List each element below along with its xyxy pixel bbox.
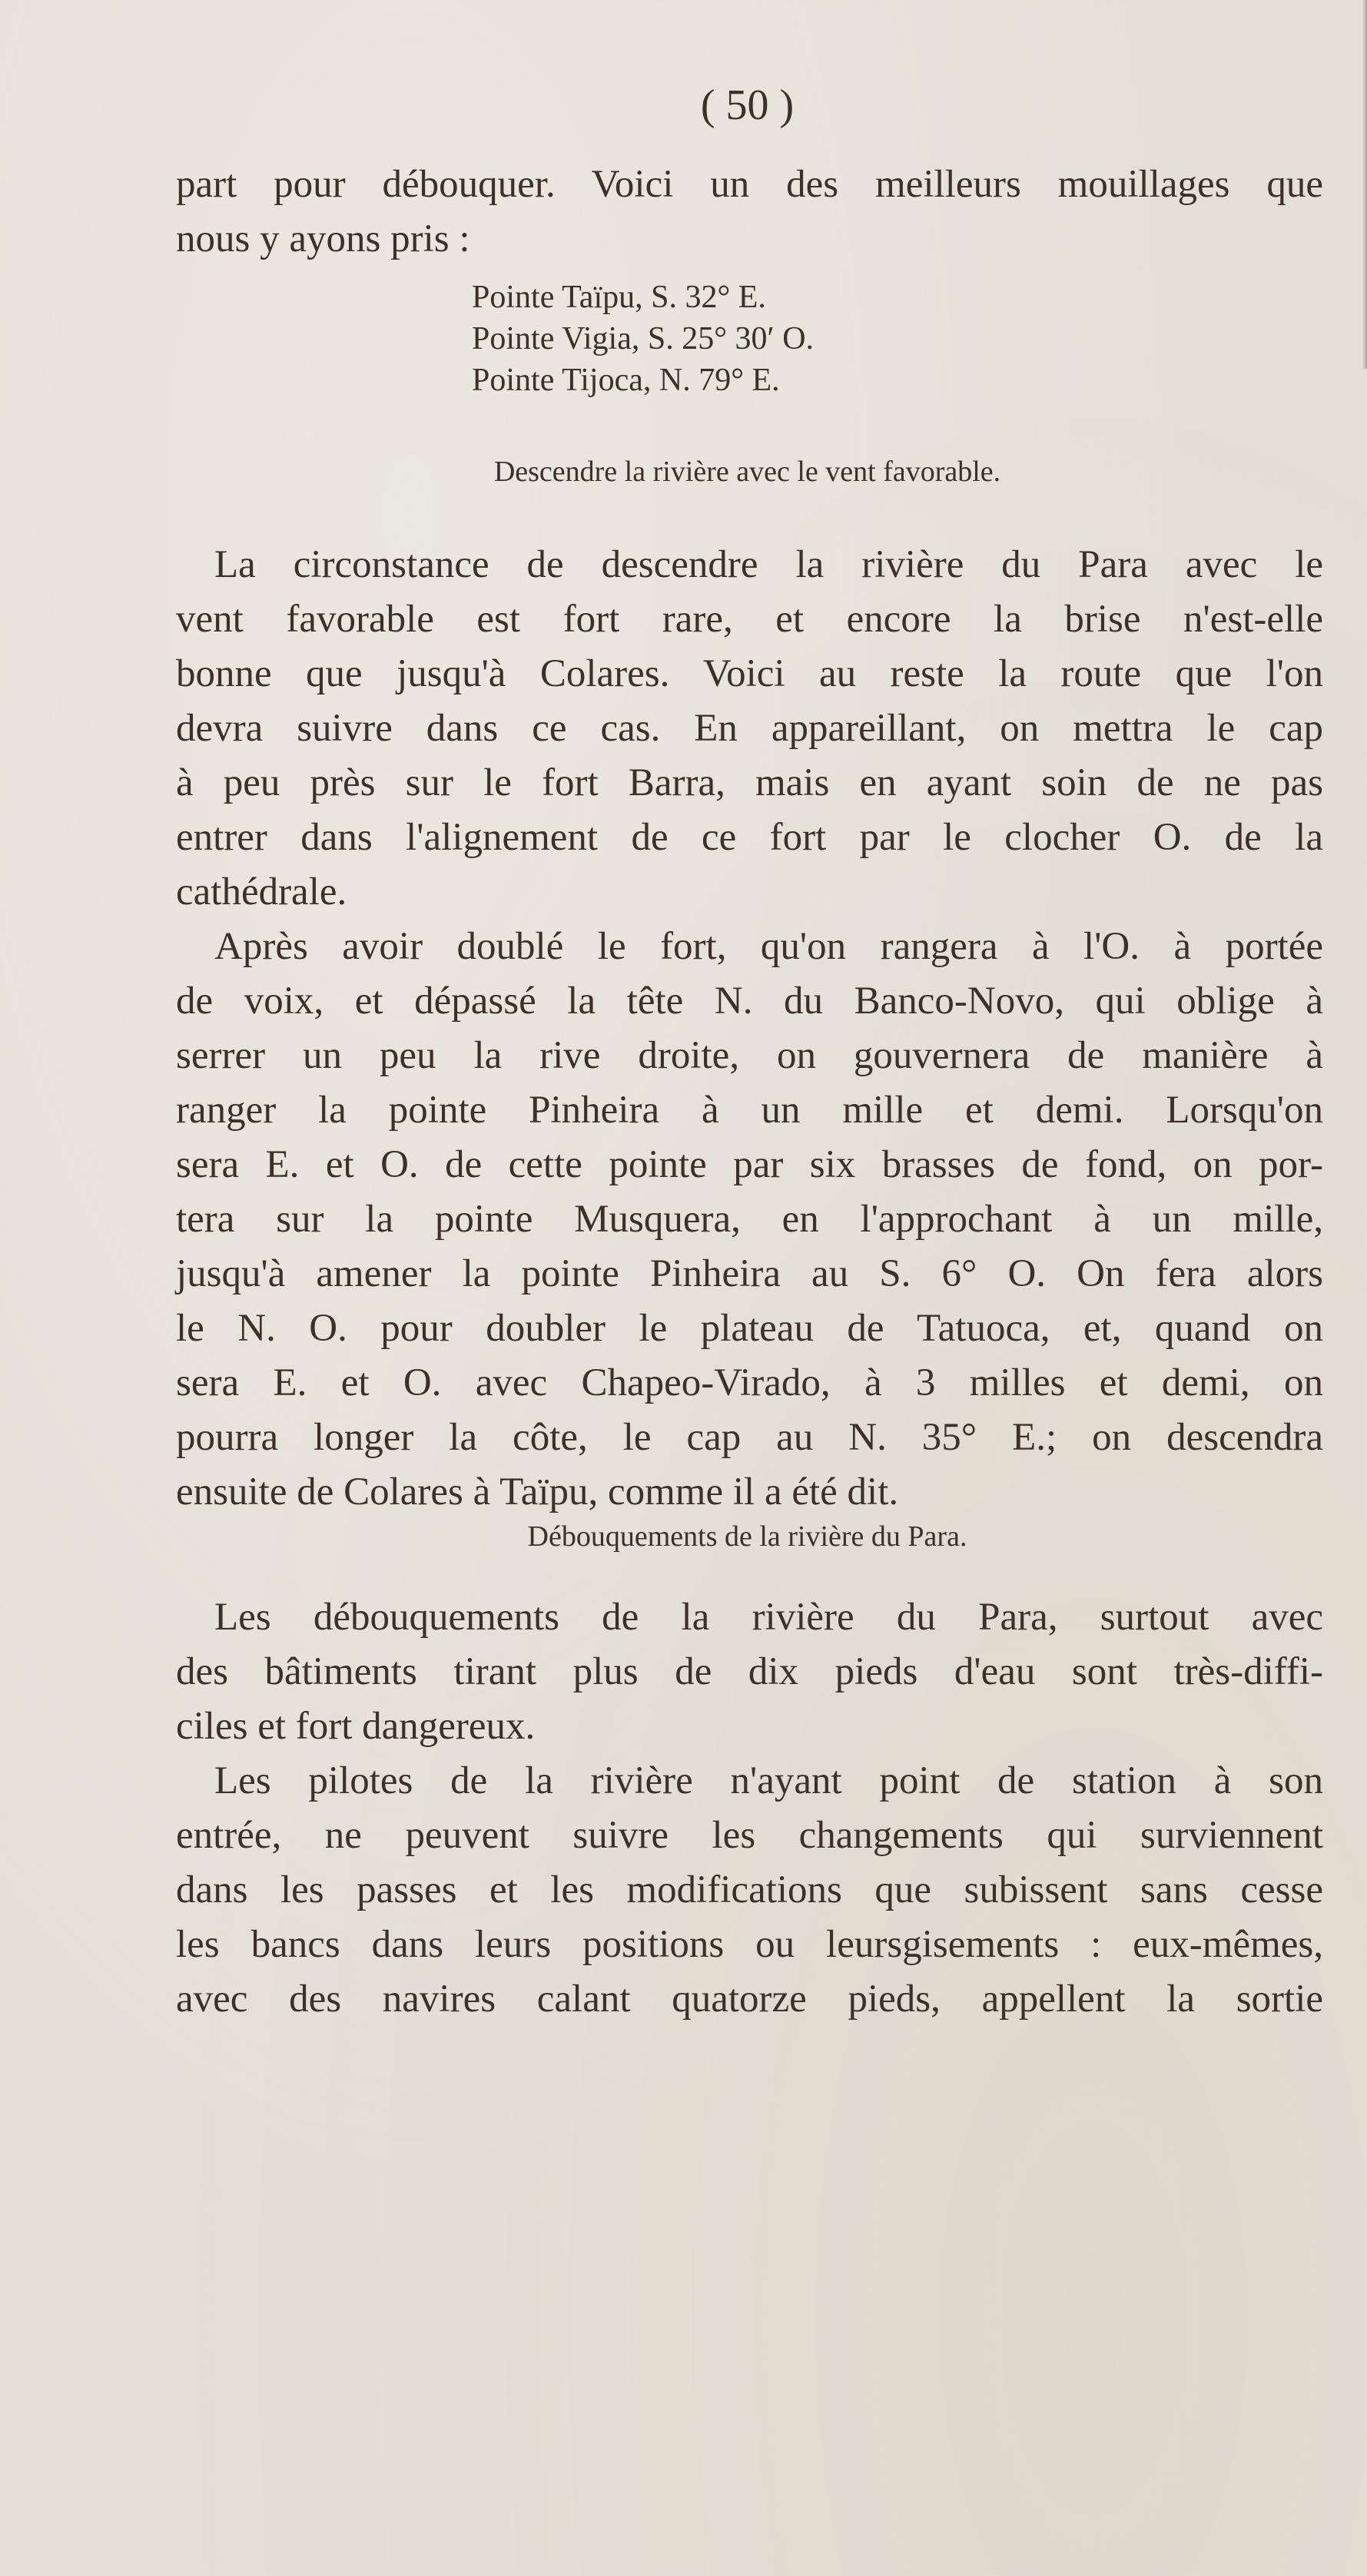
bearing-item: Pointe Vigia, S. 25° 30′ O.	[472, 321, 815, 356]
intro-text	[176, 157, 1323, 267]
text-line: ranger la pointe Pinheira à un mille et demi. Lorsqu'on	[176, 1089, 1323, 1132]
bearings-list	[472, 277, 814, 401]
paragraph	[176, 1590, 1323, 1754]
text-line: de voix, et dépassé la tête N. du Banco-Novo, qui oblige à	[176, 980, 1323, 1023]
text-line: cathédrale.	[176, 870, 347, 913]
text-line: part pour débouquer. Voici un des meilleurs mouillages que	[176, 163, 1323, 206]
text-line: Après avoir doublé le fort, qu'on rangera à l'O. à portée	[214, 925, 1323, 968]
paragraph	[176, 920, 1323, 1520]
text-line: tera sur la pointe Musquera, en l'approchant à un mille,	[176, 1198, 1323, 1241]
section-heading-debouquements: Débouquements de la rivière du Para.	[527, 1520, 967, 1553]
text-line: à peu près sur le fort Barra, mais en ayant soin de ne pas	[176, 761, 1323, 804]
text-line: ciles et fort dangereux.	[176, 1705, 536, 1748]
paragraph	[176, 1754, 1323, 2027]
page-edge-shadow	[1362, 0, 1367, 369]
page-number: ( 50 )	[700, 81, 795, 129]
section-heading-descendre: Descendre la rivière avec le vent favorable.	[493, 456, 1001, 488]
paragraph	[176, 538, 1323, 920]
section-body-debouquements	[176, 1590, 1323, 2027]
text-line: dans les passes et les modifications que subissent sans cesse	[176, 1868, 1323, 1911]
text-line: La circonstance de descendre la rivière du Para avec le	[214, 543, 1323, 586]
text-line: les bancs dans leurs positions ou leursgisements : eux-mêmes,	[176, 1923, 1323, 1966]
text-line: des bâtiments tirant plus de dix pieds d'eau sont très-diffi-	[176, 1650, 1323, 1693]
text-line: le N. O. pour doubler le plateau de Tatuoca, et, quand on	[176, 1307, 1323, 1350]
text-line: jusqu'à amener la pointe Pinheira au S. 6° O. On fera alors	[176, 1252, 1323, 1295]
text-line: Les pilotes de la rivière n'ayant point de station à son	[214, 1759, 1323, 1802]
text-line: entrer dans l'alignement de ce fort par le clocher O. de la	[176, 816, 1323, 859]
text-line: bonne que jusqu'à Colares. Voici au reste la route que l'on	[176, 652, 1323, 695]
bearing-item: Pointe Tijoca, N. 79° E.	[472, 363, 780, 398]
bearing-item: Pointe Taïpu, S. 32° E.	[472, 280, 766, 315]
text-line: sera E. et O. avec Chapeo-Virado, à 3 milles et demi, on	[176, 1361, 1323, 1404]
text-line: sera E. et O. de cette pointe par six brasses de fond, on por-	[176, 1143, 1323, 1186]
text-line: nous y ayons pris :	[176, 217, 470, 260]
text-line: devra suivre dans ce cas. En appareillant, on mettra le cap	[176, 707, 1323, 750]
text-line: pourra longer la côte, le cap au N. 35° E.; on descendra	[176, 1416, 1323, 1459]
text-line: Les débouquements de la rivière du Para, surtout avec	[214, 1596, 1323, 1639]
text-line: serrer un peu la rive droite, on gouvernera de manière à	[176, 1034, 1323, 1077]
text-line: ensuite de Colares à Taïpu, comme il a été dit.	[176, 1470, 899, 1513]
section-body-descendre	[176, 538, 1323, 1520]
text-line: entrée, ne peuvent suivre les changements qui surviennent	[176, 1814, 1323, 1857]
text-line: avec des navires calant quatorze pieds, appellent la sortie	[176, 1978, 1323, 2021]
text-line: vent favorable est fort rare, et encore la brise n'est-elle	[176, 598, 1323, 641]
